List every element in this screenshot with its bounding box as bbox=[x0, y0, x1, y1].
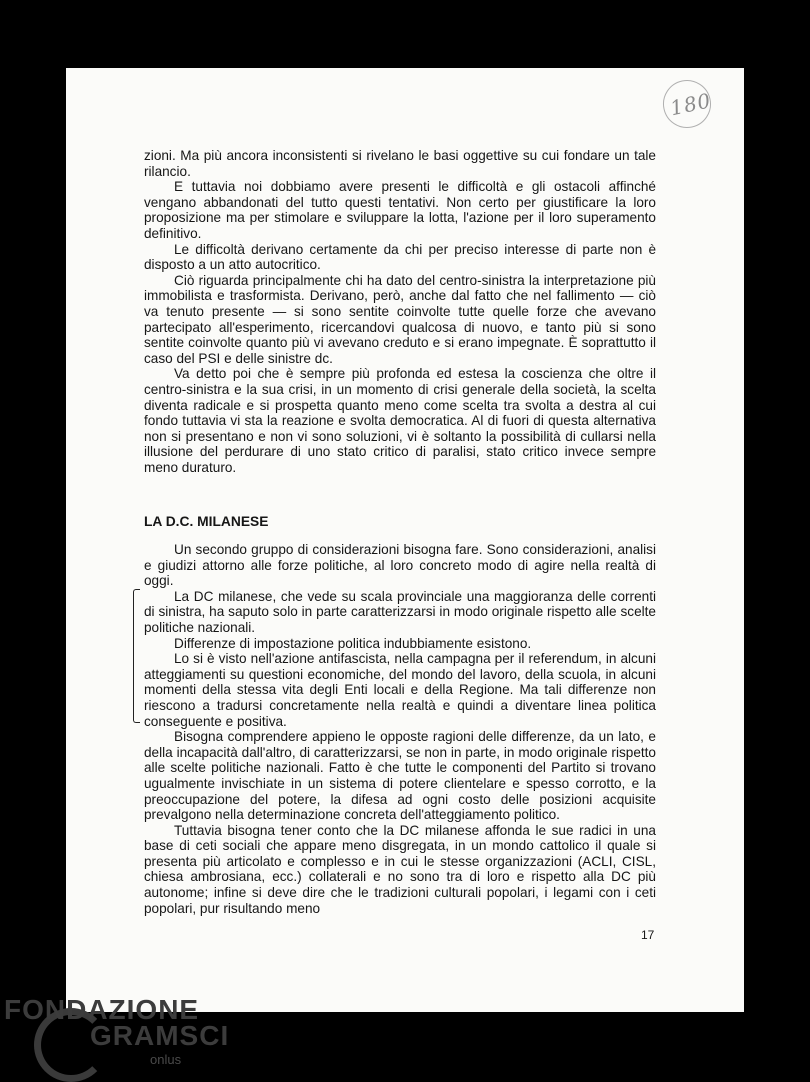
paragraph: Le difficoltà derivano certamente da chi per preciso interesse di parte non è disposto a un atto autocritico. bbox=[144, 241, 656, 273]
watermark-line-3: onlus bbox=[150, 1052, 182, 1067]
body-text-block-2 bbox=[144, 542, 656, 916]
section-heading: LA D.C. MILANESE bbox=[144, 514, 269, 529]
body-text-block-1 bbox=[144, 148, 656, 475]
paragraph: Ciò riguarda principalmente chi ha dato del centro-sinistra la interpretazione più immobilista e trasformista. Derivano, però, anche dal fatto che nel fallimento — ciò va tenuto presente — si sono sentite coinvolte tutte quelle forze che avevano partecipato all'esperimento, ricercandovi qualcosa di nuovo, e tanto più si sono sentite coinvolte quanto più vi avevano creduto e si erano impegnate. È soprattutto il caso del PSI e delle sinistre dc. bbox=[144, 272, 656, 366]
paragraph: Un secondo gruppo di considerazioni bisogna fare. Sono considerazioni, analisi e giudizi attorno alle forze politiche, al loro concreto modo di agire nella realtà di oggi. bbox=[144, 542, 656, 589]
watermark-line-1: FONDAZIONE bbox=[4, 994, 200, 1025]
paragraph: Tuttavia bisogna tener conto che la DC milanese affonda le sue radici in una base di ceti sociali che appare meno disgregata, in un mondo cattolico il quale si presenta più articolato e complesso e in cui le stesse organizzazioni (ACLI, CISL, chiesa ambrosiana, ecc.) collaterali e no sono tra di loro e rispetto alla DC più autonome; infine si deve dire che le tradizioni culturali popolari, i legami con i ceti popolari, pur risultando meno bbox=[144, 822, 656, 916]
paragraph: zioni. Ma più ancora inconsistenti si rivelano le basi oggettive su cui fondare un tale rilancio. bbox=[144, 148, 656, 179]
watermark-line-2: GRAMSCI bbox=[90, 1020, 230, 1051]
paragraph: Bisogna comprendere appieno le opposte ragioni delle differenze, da un lato, e della incapacità dall'altro, di caratterizzarsi, se non in parte, in modo originale rispetto alle scelte politiche nazionali. Fatto è che tutte le componenti del Partito si trovano ugualmente invischiate in un sistema di potere clientelare e spesso corrotto, e la preoccupazione del potere, la difesa ad ogni costo delle posizioni acquisite prevalgono nella determinazione concreta dell'atteggiamento politico. bbox=[144, 729, 656, 823]
scanned-page bbox=[66, 68, 744, 1012]
margin-bracket-mark bbox=[133, 589, 140, 723]
archive-stamp-number: 180 bbox=[668, 88, 714, 121]
paragraph: Va detto poi che è sempre più profonda ed estesa la coscienza che oltre il centro-sinistra e la sua crisi, in un momento di crisi generale della società, la scelta diventa radicale e si prospetta quanto meno come scelta tra svolta a destra al cui fondo tuttavia vi sta la reazione e svolta democratica. Al di fuori di questa alternativa non si presentano e non vi sono soluzioni, vi è soltanto la possibilità di cullarsi nella illusione del perdurare di uno stato critico di paralisi, stato critico invece sempre meno duraturo. bbox=[144, 366, 656, 475]
watermark-logo bbox=[0, 988, 240, 1080]
archive-stamp bbox=[659, 76, 716, 133]
paragraph: Lo si è visto nell'azione antifascista, nella campagna per il referendum, in alcuni atteggiamenti su questioni economiche, del mondo del lavoro, della scuola, in alcuni momenti della stessa vita degli Enti locali e della Regione. Ma tali differenze non riescono a tradursi concretamente nella realtà e quindi a diventare linea politica conseguente e positiva. bbox=[144, 651, 656, 729]
paragraph: La DC milanese, che vede su scala provinciale una maggioranza delle correnti di sinistra, ha saputo solo in parte caratterizzarsi in modo originale rispetto alle scelte politiche nazionali. bbox=[144, 588, 656, 635]
paragraph: Differenze di impostazione politica indubbiamente esistono. bbox=[174, 635, 532, 651]
paragraph: E tuttavia noi dobbiamo avere presenti le difficoltà e gli ostacoli affinché vengano abbandonati del tutto questi tentativi. Non certo per giustificare la loro proposizione ma per stimolare e sviluppare la lotta, l'azione per il loro superamento definitivo. bbox=[144, 179, 656, 241]
page-number: 17 bbox=[641, 928, 655, 942]
